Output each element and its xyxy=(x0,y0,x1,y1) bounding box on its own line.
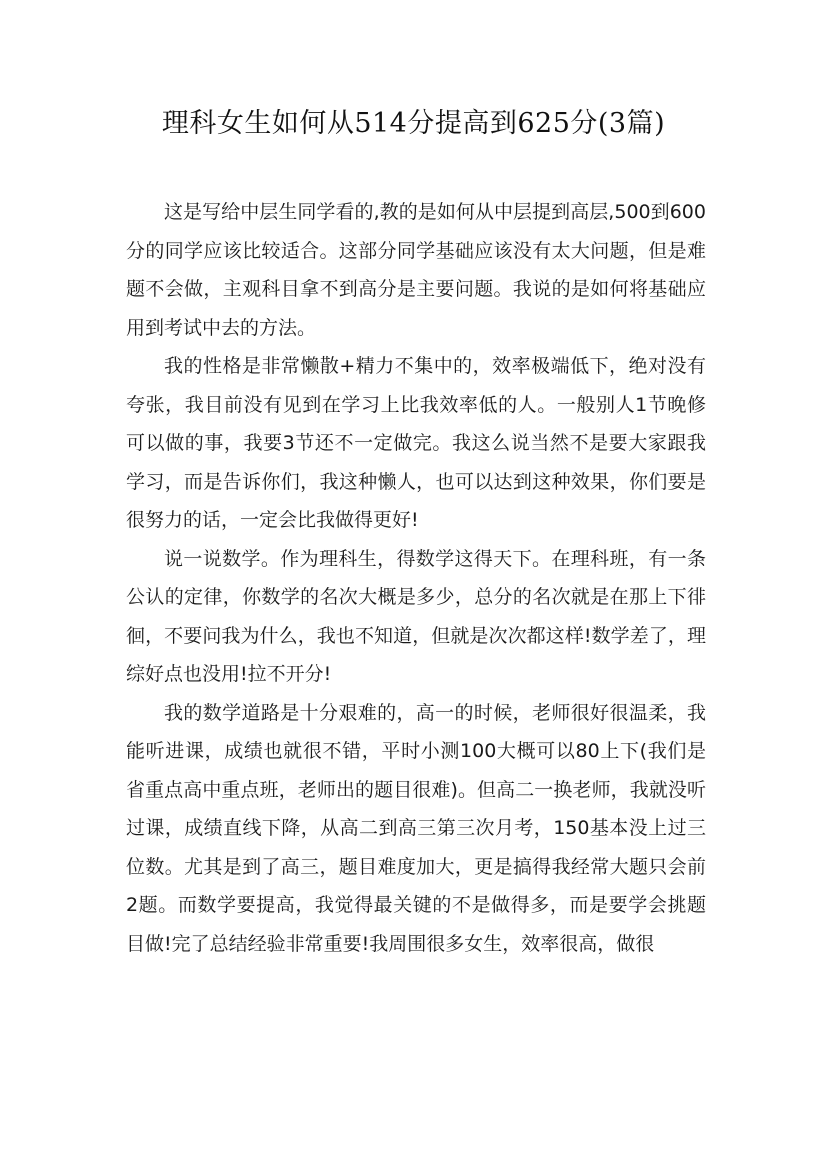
paragraph: 这是写给中层生同学看的,教的是如何从中层提到高层,500到600分的同学应该比较适合。这部分同学基础应该没有太大问题，但是难题不会做，主观科目拿不到高分是主要问题。我说的是如何将基础应用到考试中去的方法。 xyxy=(126,201,706,339)
paragraph: 我的数学道路是十分艰难的，高一的时候，老师很好很温柔，我能听进课，成绩也就很不错，平时小测100大概可以80上下(我们是省重点高中重点班，老师出的题目很难)。但高二一换老师，我就没听过课，成绩直线下降，从高二到高三第三次月考，150基本没上过三位数。尤其是到了高三，题目难度加大，更是搞得我经常大题只会前2题。而数学要提高，我觉得最关键的不是做得多，而是要学会挑题目做!完了总结经验非常重要!我周围很多女生，效率很高，做很 xyxy=(126,701,706,955)
document-title: 理科女生如何从514分提高到625分(3篇) xyxy=(161,108,666,139)
paragraph: 说一说数学。作为理科生，得数学这得天下。在理科班，有一条公认的定律，你数学的名次大概是多少，总分的名次就是在那上下徘徊，不要问我为什么，我也不知道，但就是次次都这样!数学差了，理综好点也没用!拉不开分! xyxy=(126,547,706,685)
paragraph: 我的性格是非常懒散+精力不集中的，效率极端低下，绝对没有夸张，我目前没有见到在学习上比我效率低的人。一般别人1节晚修可以做的事，我要3节还不一定做完。我这么说当然不是要大家跟我学习，而是告诉你们，我这种懒人，也可以达到这种效果，你们要是很努力的话，一定会比我做得更好! xyxy=(126,355,706,531)
document-body xyxy=(126,193,706,963)
